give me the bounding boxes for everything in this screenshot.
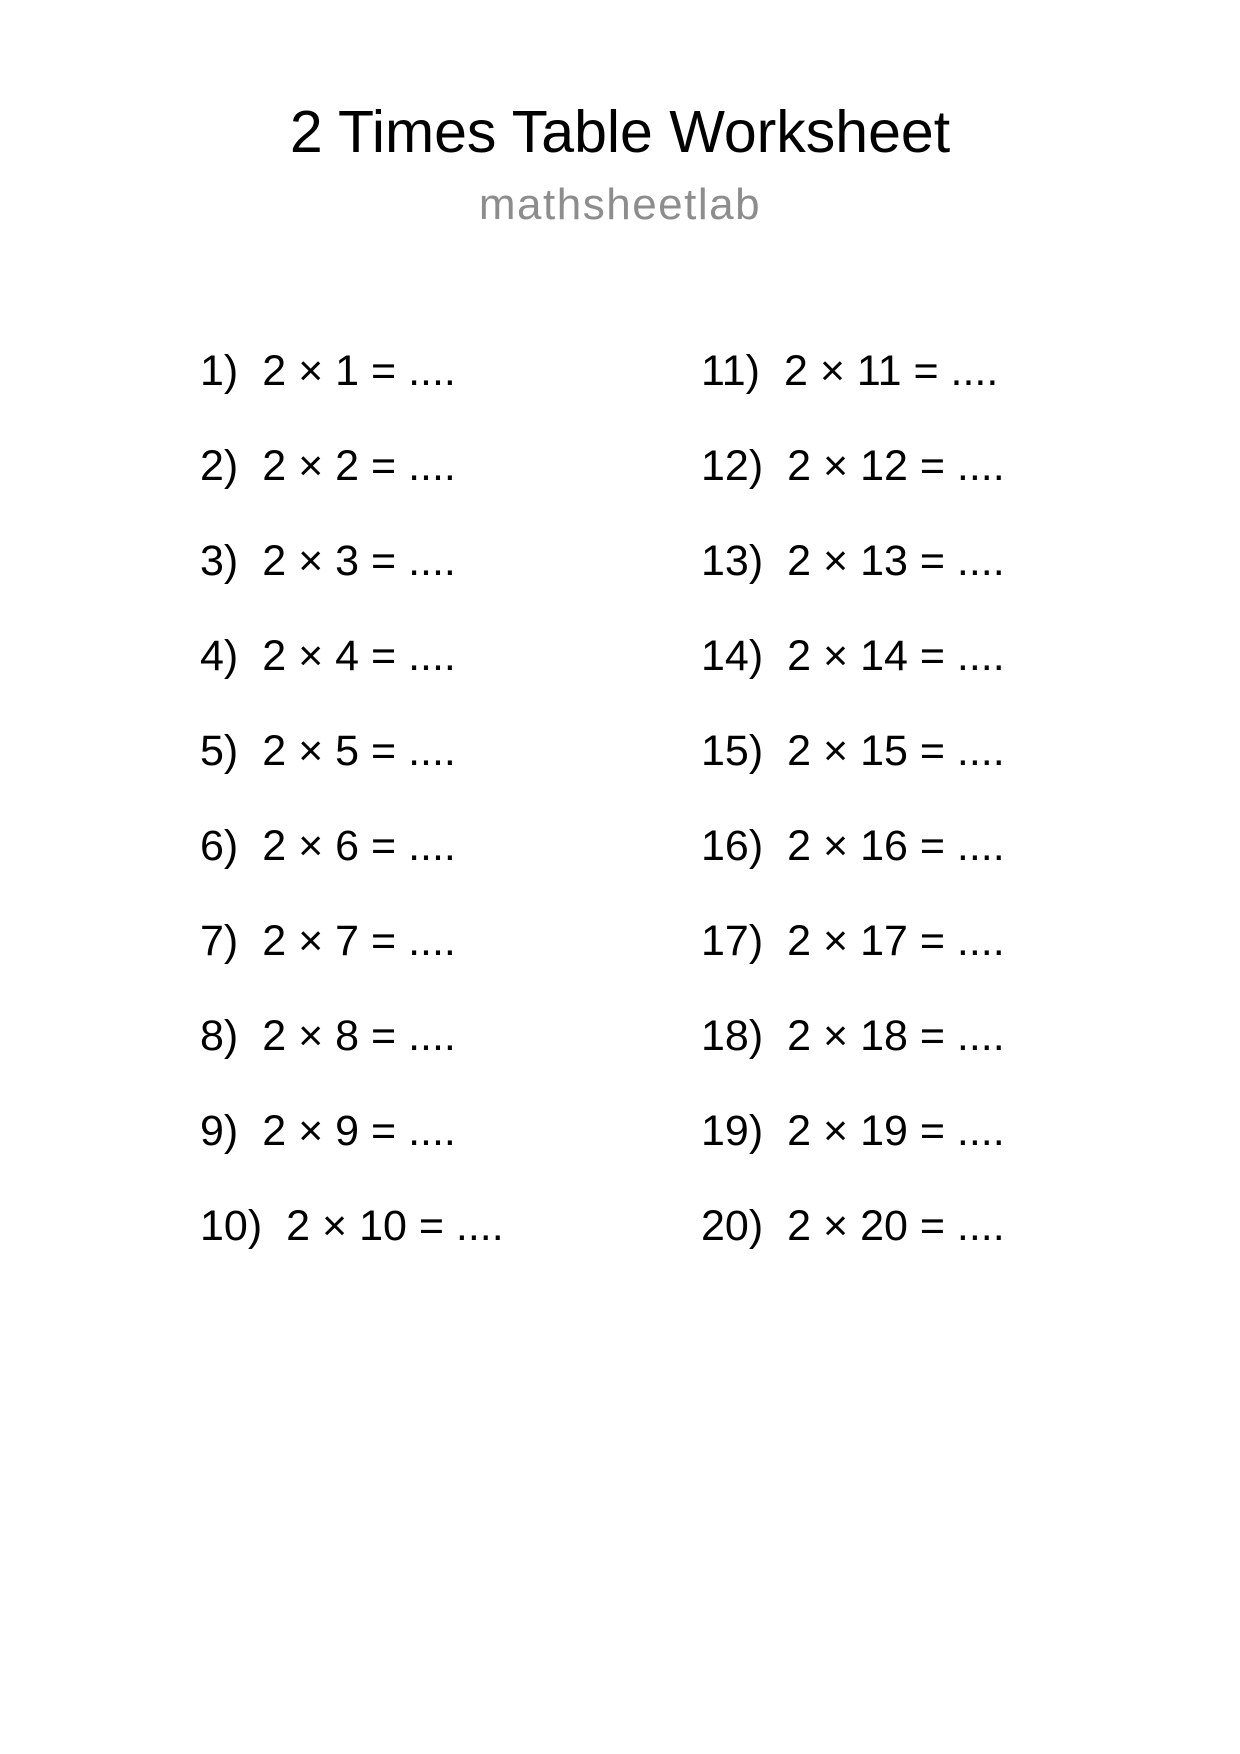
problem-expression: 2 × 8 = .... (262, 1012, 456, 1060)
problem-number: 13) (701, 537, 764, 585)
problem-expression: 2 × 20 = .... (787, 1202, 1005, 1250)
problems-column-right (701, 324, 1005, 1274)
problem-expression: 2 × 9 = .... (262, 1107, 456, 1155)
problem-item (701, 324, 1005, 419)
problem-number: 5) (200, 727, 239, 775)
page-subtitle: mathsheetlab (478, 180, 762, 229)
problem-number: 1) (200, 347, 239, 395)
problem-number: 20) (701, 1202, 764, 1250)
problem-expression: 2 × 18 = .... (787, 1012, 1005, 1060)
problem-expression: 2 × 6 = .... (262, 822, 456, 870)
problem-expression: 2 × 14 = .... (787, 632, 1005, 680)
problem-item (701, 1084, 1005, 1179)
problem-expression: 2 × 4 = .... (262, 632, 456, 680)
page-title: 2 Times Table Worksheet (289, 99, 951, 165)
problem-item (200, 1179, 701, 1274)
problem-number: 2) (200, 442, 239, 490)
problem-item (701, 799, 1005, 894)
problem-expression: 2 × 16 = .... (787, 822, 1005, 870)
problem-number: 9) (200, 1107, 239, 1155)
problem-expression: 2 × 1 = .... (262, 347, 456, 395)
problem-item (701, 704, 1005, 799)
problem-expression: 2 × 17 = .... (787, 917, 1005, 965)
problem-number: 18) (701, 1012, 764, 1060)
problem-item (200, 799, 701, 894)
problem-item (701, 609, 1005, 704)
problem-item (200, 704, 701, 799)
problem-item (200, 989, 701, 1084)
problem-number: 16) (701, 822, 764, 870)
problem-number: 3) (200, 537, 239, 585)
problem-item (200, 609, 701, 704)
problem-number: 4) (200, 632, 239, 680)
problems-grid (200, 324, 1005, 1274)
problem-number: 8) (200, 1012, 239, 1060)
problem-expression: 2 × 19 = .... (787, 1107, 1005, 1155)
problem-number: 12) (701, 442, 764, 490)
problem-item (200, 324, 701, 419)
problem-number: 19) (701, 1107, 764, 1155)
problem-item (200, 894, 701, 989)
problem-expression: 2 × 5 = .... (262, 727, 456, 775)
problem-item (701, 894, 1005, 989)
problem-number: 17) (701, 917, 764, 965)
problem-item (701, 514, 1005, 609)
problem-number: 7) (200, 917, 239, 965)
problem-number: 10) (200, 1202, 263, 1250)
problem-expression: 2 × 15 = .... (787, 727, 1005, 775)
problem-expression: 2 × 13 = .... (787, 537, 1005, 585)
problem-expression: 2 × 10 = .... (286, 1202, 504, 1250)
problem-number: 11) (701, 347, 760, 395)
problem-number: 6) (200, 822, 239, 870)
problem-item (200, 514, 701, 609)
problem-expression: 2 × 12 = .... (787, 442, 1005, 490)
problem-expression: 2 × 11 = .... (783, 347, 999, 395)
problem-expression: 2 × 3 = .... (262, 537, 456, 585)
problem-item (200, 1084, 701, 1179)
problem-item (701, 1179, 1005, 1274)
problem-item (701, 419, 1005, 514)
problem-item (200, 419, 701, 514)
problems-column-left (200, 324, 701, 1274)
problem-expression: 2 × 7 = .... (262, 917, 456, 965)
problem-number: 14) (701, 632, 764, 680)
problem-number: 15) (701, 727, 764, 775)
problem-item (701, 989, 1005, 1084)
problem-expression: 2 × 2 = .... (262, 442, 456, 490)
